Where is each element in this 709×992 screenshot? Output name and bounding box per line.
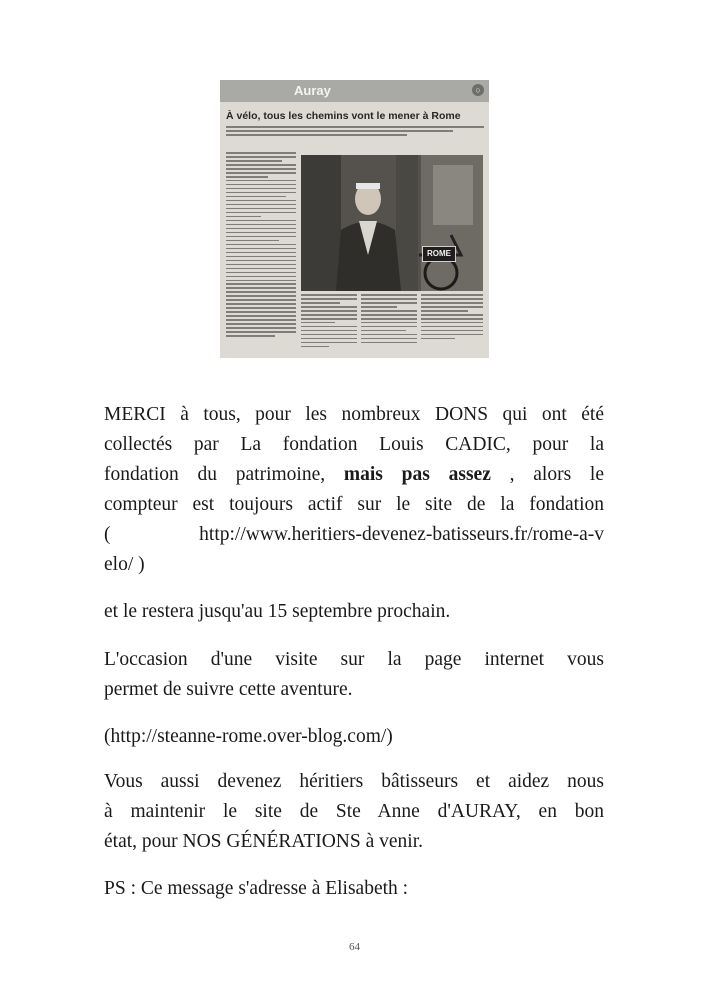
paragraph-visit [104,645,604,705]
p1-line-3 [104,460,604,490]
foundation-url-link-end[interactable]: elo/ ) [104,554,145,575]
blog-url-link[interactable]: (http://steanne-rome.over-blog.com/) [104,726,393,747]
newspaper-logo-icon: ○ [472,84,484,96]
not-enough-emphasis: mais pas assez [343,464,491,485]
p5-line-2: à maintenir le site de Ste Anne d'AURAY, en bon [104,801,604,822]
p1-line-3a: fondation du patrimoine, [104,464,326,485]
page-number: 64 [349,941,360,953]
p5-line-3: état, pour NOS GÉNÉRATIONS à venir. [104,831,423,852]
p3-line-2: permet de suivre cette aventure. [104,679,353,700]
clipping-header-band [220,80,489,102]
p1-line-2: collectés par La fondation Louis CADIC, pour la [104,434,604,455]
p3-line-1: L'occasion d'une visite sur la page internet vous [104,649,604,670]
p5-line-1: Vous aussi devenez héritiers bâtisseurs et aidez nous [104,771,604,792]
clipping-intro-text [226,126,484,138]
clipping-column-2 [301,294,357,350]
cyclist-photo [301,155,483,291]
clipping-column-left [226,152,296,339]
paragraph-donations [104,400,604,580]
clipping-column-4 [421,294,483,342]
cyclist-illustration [301,155,483,291]
p1-line-3c: , alors le [509,464,604,485]
clipping-column-3 [361,294,417,346]
newspaper-clipping-image [220,80,489,358]
p1-line-4: compteur est toujours actif sur le site de la fondation [104,494,604,515]
paragraph-ps: PS : Ce message s'adresse à Elisabeth : [104,878,409,899]
clipping-town-name: Auray [294,83,331,98]
p1-line-1: MERCI à tous, pour les nombreux DONS qui ont été [104,404,604,425]
paragraph-deadline: et le restera jusqu'au 15 septembre prochain. [104,601,451,622]
paragraph-heritage [104,767,604,857]
foundation-url-link[interactable]: ( http://www.heritiers-devenez-batisseurs.fr/rome-a-v [104,524,604,545]
clipping-headline: À vélo, tous les chemins vont le mener à Rome [226,110,461,122]
bike-rome-sign: ROME [422,246,456,262]
